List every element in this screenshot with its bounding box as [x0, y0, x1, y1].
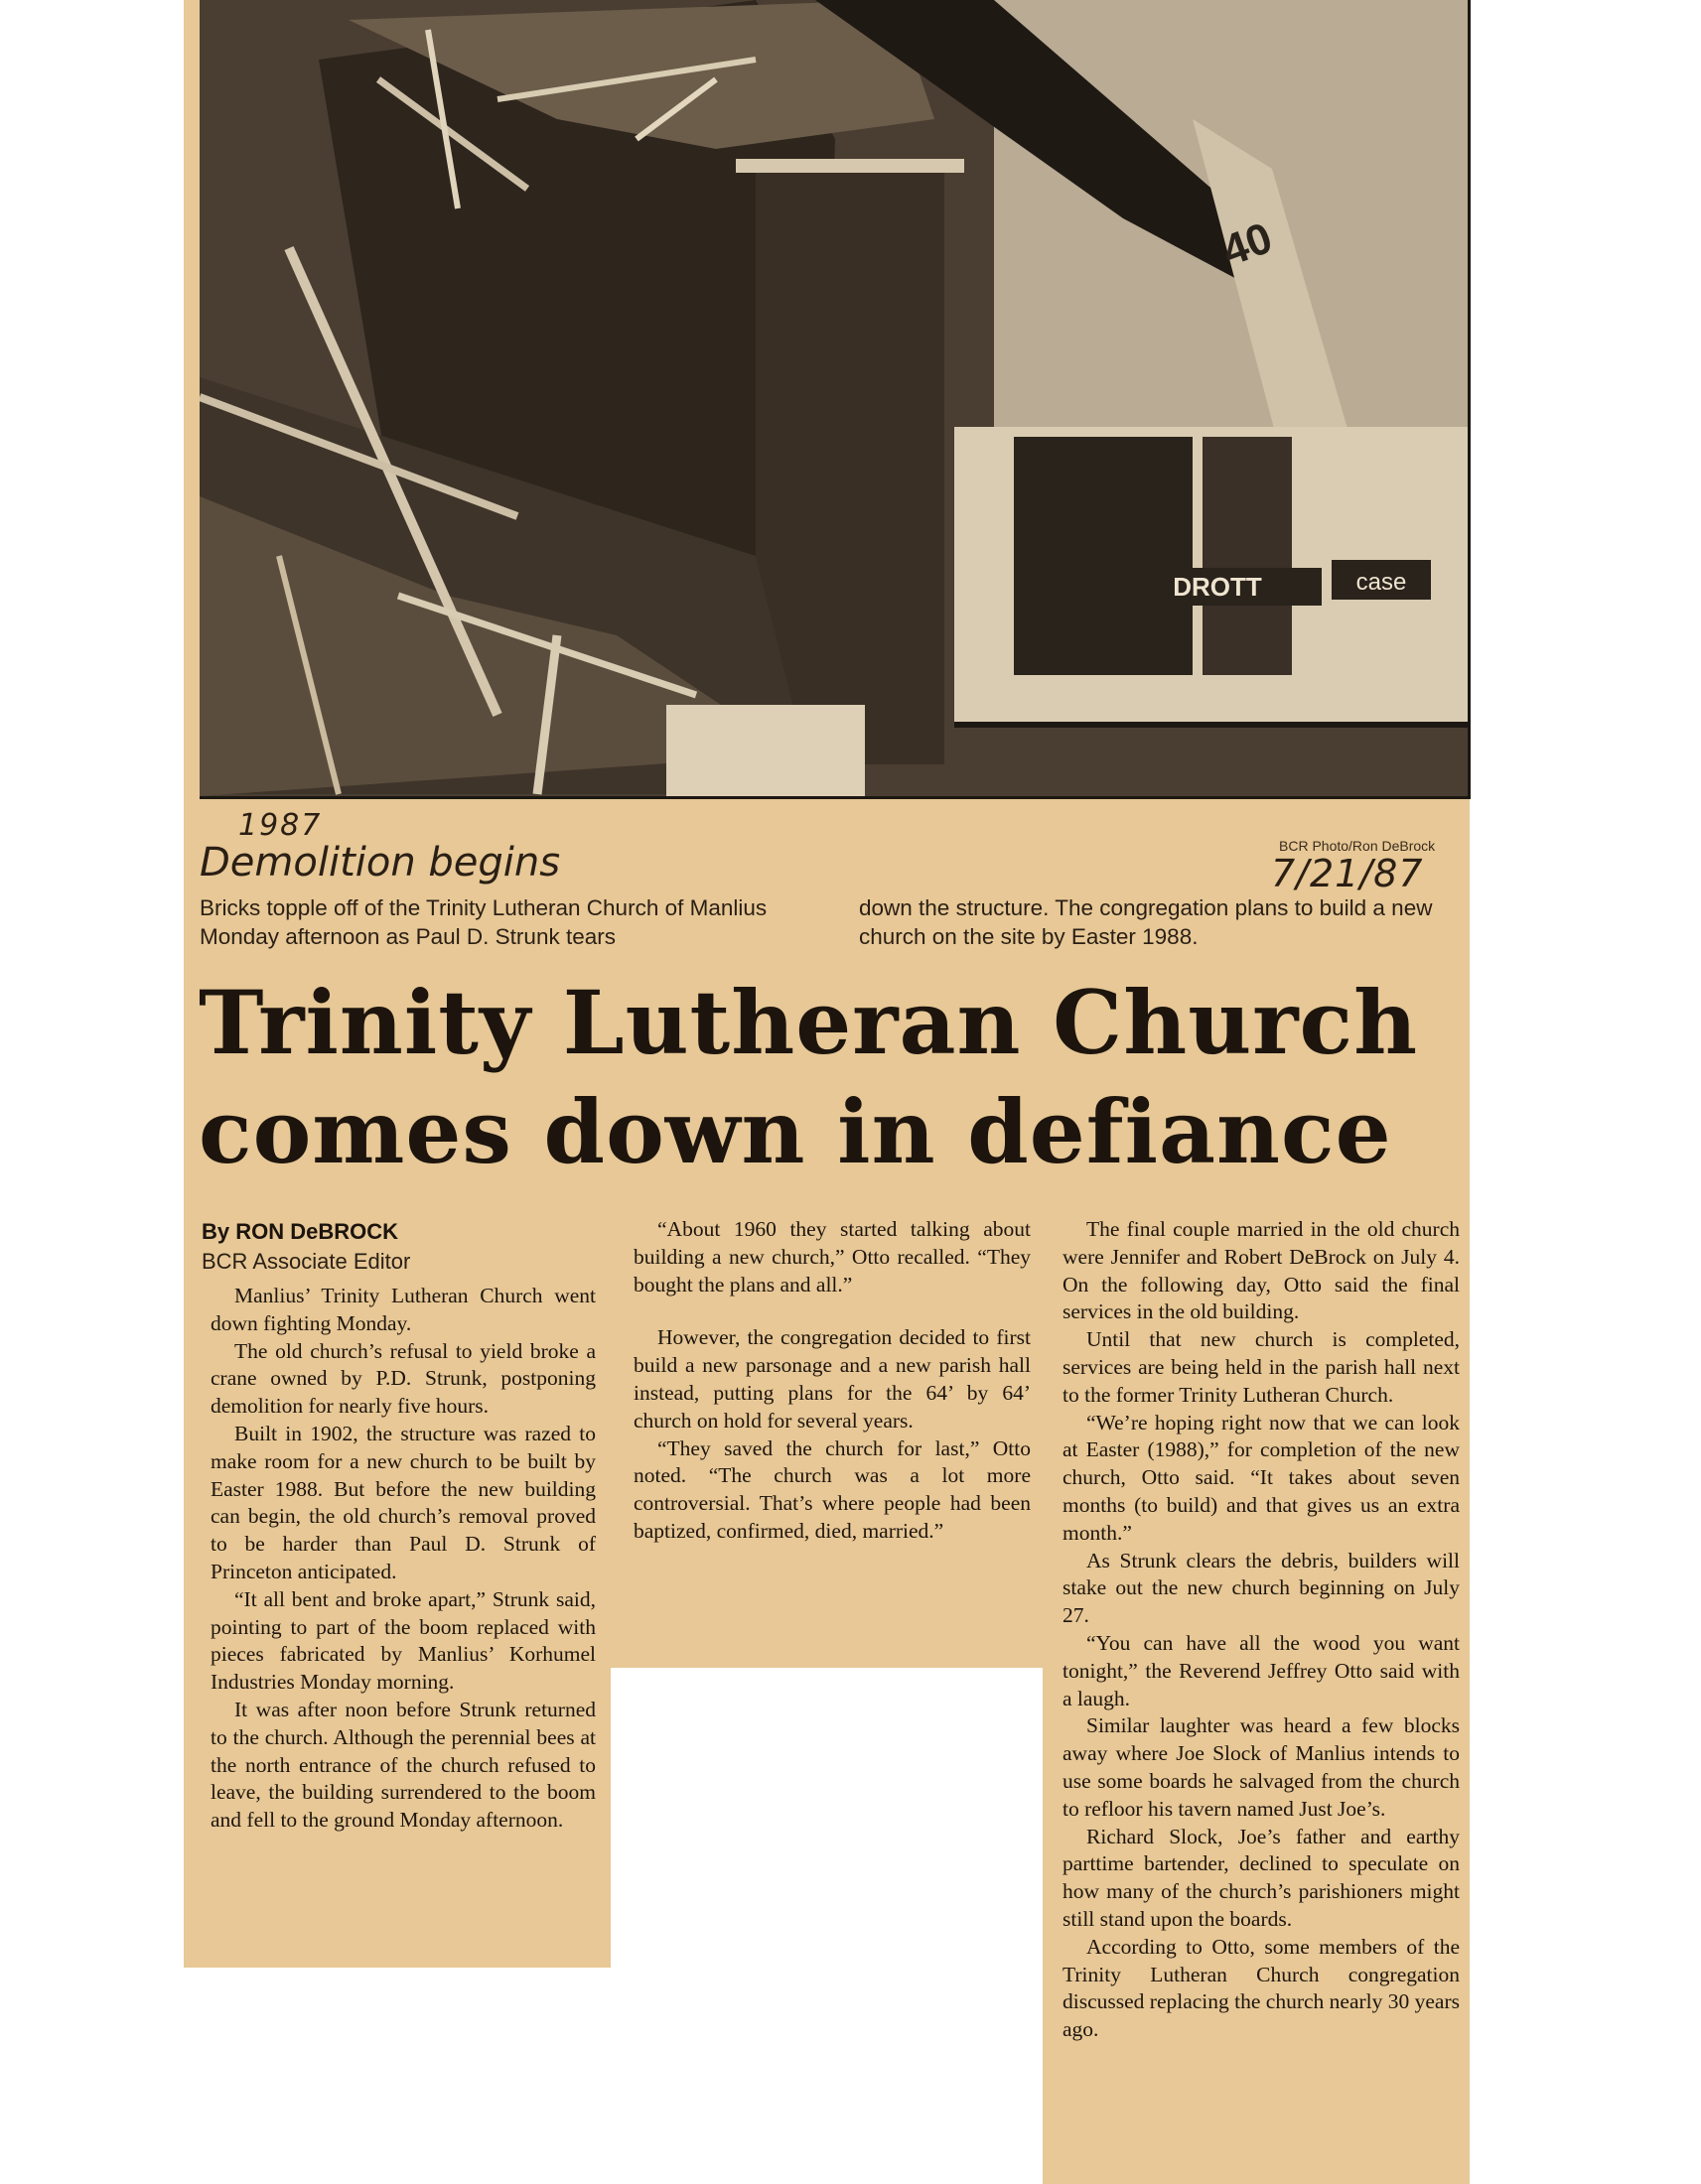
paragraph: The final couple married in the old church were Jennifer and Robert DeBrock on July 4. On the following day, Otto said the final services in the old building. — [1063, 1217, 1460, 1324]
paragraph: It was after noon before Strunk returned to the church. Although the perennial bees at the north entrance of the church refused to leave, the building surrendered to the boom and fell to the ground Monday afternoon. — [211, 1697, 596, 1833]
boom-number: 40 — [1215, 212, 1279, 276]
handwritten-year: 1987 — [238, 808, 323, 843]
paragraph: According to Otto, some members of the Trinity Lutheran Church congregation discussed replacing the church nearly 30 years ago. — [1063, 1934, 1460, 2042]
demolition-photo — [200, 0, 1471, 799]
paragraph: As Strunk clears the debris, builders will stake out the new church beginning on July 27. — [1063, 1548, 1460, 1628]
paragraph: “About 1960 they started talking about building a new church,” Otto recalled. “They bought the plans and all.” — [634, 1217, 1031, 1297]
handwritten-date: 7/21/87 — [1271, 852, 1424, 895]
paragraph: Similar laughter was heard a few blocks away where Joe Slock of Manlius intends to use some boards he salvaged from the church to refloor his tavern named Just Joe’s. — [1063, 1713, 1460, 1821]
article-column-2 — [634, 1216, 1031, 1546]
caption-kicker: Demolition begins — [200, 840, 561, 886]
byline-role: BCR Associate Editor — [202, 1249, 411, 1274]
machine-label-case: case — [1355, 569, 1407, 596]
paragraph: The old church’s refusal to yield broke a crane owned by P.D. Strunk, postponing demolition for nearly five hours. — [211, 1338, 596, 1419]
photo-credit: BCR Photo/Ron DeBrock — [1279, 838, 1436, 854]
caption-text-right: down the structure. The congregation plans to build a new church on the site by Easter 1988. — [859, 895, 1433, 949]
paragraph: However, the congregation decided to first build a new parsonage and a new parish hall instead, putting plans for the 64’ by 64’ church on hold for several years. — [634, 1325, 1031, 1433]
paragraph: Richard Slock, Joe’s father and earthy parttime bartender, declined to speculate on how many of the church’s parishioners might still stand upon the boards. — [1063, 1824, 1460, 1931]
headline-line-2: comes down in defiance — [199, 1080, 1392, 1183]
paragraph: “It all bent and broke apart,” Strunk said, pointing to part of the boom replaced with pieces fabricated by Manlius’ Korhumel Industries Monday morning. — [211, 1586, 596, 1695]
paragraph: Manlius’ Trinity Lutheran Church went down fighting Monday. — [211, 1284, 596, 1335]
byline-author: By RON DeBROCK — [202, 1219, 399, 1244]
headline-line-1: Trinity Lutheran Church — [199, 971, 1419, 1074]
article-column-1 — [211, 1283, 596, 1835]
paragraph: Built in 1902, the structure was razed to make room for a new church to be built by Easter 1988. But before the new building can begin, the old church’s removal proved to be harder than Paul D. Strunk of Princeton anticipated. — [211, 1421, 596, 1583]
paragraph: “They saved the church for last,” Otto noted. “The church was a lot more controversial. That’s where people had been baptized, confirmed, died, married.” — [634, 1435, 1031, 1543]
caption-text-left: Bricks topple off of the Trinity Lutheran Church of Manlius Monday afternoon as Paul D. Strunk tears — [200, 895, 768, 949]
machine-label-drott: DROTT — [1173, 572, 1262, 602]
paragraph: “We’re hoping right now that we can look at Easter (1988),” for completion of the new church, Otto said. “It takes about seven months (to build) and that gives us an extra month.” — [1063, 1410, 1460, 1545]
article-column-3 — [1063, 1216, 1460, 2044]
paragraph: Until that new church is completed, services are being held in the parish hall next to the former Trinity Lutheran Church. — [1063, 1327, 1460, 1407]
paragraph: “You can have all the wood you want tonight,” the Reverend Jeffrey Otto said with a laugh. — [1063, 1630, 1460, 1710]
